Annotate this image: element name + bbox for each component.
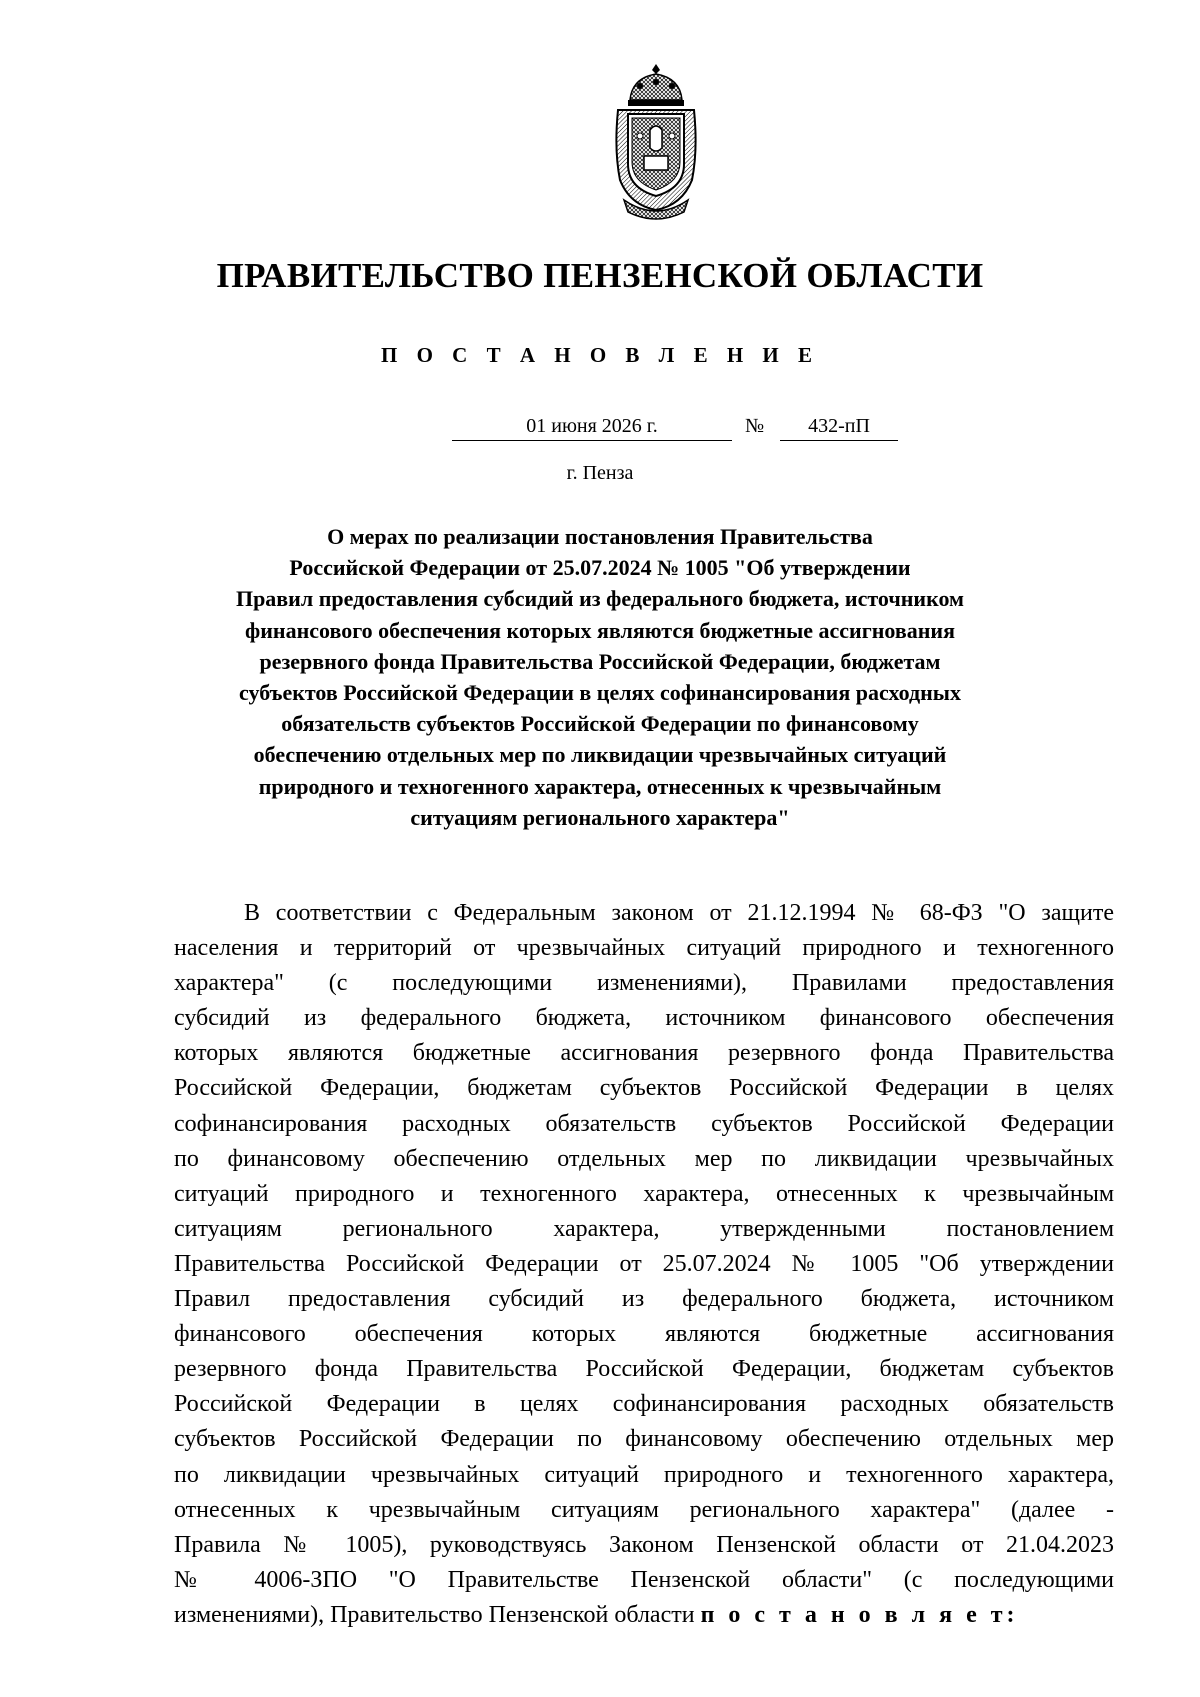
- subject-line: природного и техногенного характера, отнесенных к чрезвычайным: [258, 773, 942, 799]
- body-line: В соответствии с Федеральным законом от 21.12.1994 № 68-ФЗ "О защите: [244, 900, 1114, 926]
- body-line: ситуациям регионального характера, утвержденными постановлением: [174, 1215, 1114, 1242]
- date-number-line: [0, 412, 1200, 444]
- body-line: субсидий из федерального бюджета, источником финансового обеспечения: [174, 1005, 1114, 1032]
- resolves-word: п о с т а н о в л я е т: [700, 1601, 1007, 1628]
- body-line: финансового обеспечения которых являются бюджетные ассигнования: [174, 1321, 1114, 1348]
- subject-line: финансового обеспечения которых являются бюджетные ассигнования: [245, 617, 955, 643]
- subject-line: резервного фонда Правительства Российской Федерации, бюджетам: [259, 648, 941, 674]
- subject-line: О мерах по реализации постановления Правительства: [327, 524, 873, 549]
- body-line: Российской Федерации в целях софинансирования расходных обязательств: [174, 1391, 1114, 1418]
- document-number: 432-пП: [780, 412, 898, 441]
- body-paragraph: [174, 896, 1114, 1633]
- body-line: субъектов Российской Федерации по финансовому обеспечению отдельных мер: [174, 1426, 1114, 1453]
- document-type: П О С Т А Н О В Л Е Н И Е: [380, 343, 819, 367]
- body-line: резервного фонда Правительства Российской Федерации, бюджетам субъектов: [174, 1356, 1114, 1383]
- document-date: 01 июня 2026 г.: [452, 412, 732, 441]
- body-line: софинансирования расходных обязательств субъектов Российской Федерации: [174, 1110, 1114, 1137]
- subject-line: обязательств субъектов Российской Федерации по финансовому: [281, 711, 919, 737]
- subject-line: Правил предоставления субсидий из федерального бюджета, источником: [235, 586, 965, 612]
- body-line: которых являются бюджетные ассигнования резервного фонда Правительства: [174, 1040, 1114, 1067]
- subject-line: субъектов Российской Федерации в целях софинансирования расходных: [239, 680, 961, 706]
- body-line: по финансовому обеспечению отдельных мер по ликвидации чрезвычайных: [174, 1145, 1114, 1172]
- body-line: характера" (с последующими изменениями), Правилами предоставления: [174, 970, 1114, 997]
- body-line: Правительства Российской Федерации от 25.07.2024 № 1005 "Об утверждении: [174, 1250, 1114, 1277]
- body-line: Правил предоставления субсидий из федерального бюджета, источником: [174, 1286, 1114, 1313]
- body-line: отнесенных к чрезвычайным ситуациям регионального характера" (далее -: [174, 1496, 1114, 1523]
- body-line: № 4006-ЗПО "О Правительстве Пензенской области" (с последующими: [174, 1566, 1114, 1593]
- subject-line: ситуациям регионального характера": [410, 804, 790, 830]
- city: г. Пенза: [566, 462, 634, 484]
- number-sign: №: [745, 415, 765, 437]
- body-line-final: [174, 1598, 1114, 1633]
- coat-of-arms-icon: [610, 60, 702, 222]
- body-line: населения и территорий от чрезвычайных ситуаций природного и техногенного: [174, 935, 1114, 962]
- government-title: ПРАВИТЕЛЬСТВО ПЕНЗЕНСКОЙ ОБЛАСТИ: [216, 256, 984, 295]
- subject-line: Российской Федерации от 25.07.2024 № 1005 "Об утверждении: [289, 555, 911, 581]
- body-line: Правила № 1005), руководствуясь Законом Пензенской области от 21.04.2023: [174, 1531, 1114, 1558]
- body-line: ситуаций природного и техногенного характера, отнесенных к чрезвычайным: [174, 1180, 1114, 1207]
- subject-line: обеспечению отдельных мер по ликвидации чрезвычайных ситуаций: [253, 742, 947, 768]
- document-subject: [150, 521, 1050, 833]
- body-line: по ликвидации чрезвычайных ситуаций природного и техногенного характера,: [174, 1461, 1114, 1488]
- resolves-colon: :: [1006, 1601, 1015, 1628]
- body-line-prefix: изменениями), Правительство Пензенской области: [174, 1601, 701, 1628]
- body-line: Российской Федерации, бюджетам субъектов Российской Федерации в целях: [174, 1075, 1114, 1102]
